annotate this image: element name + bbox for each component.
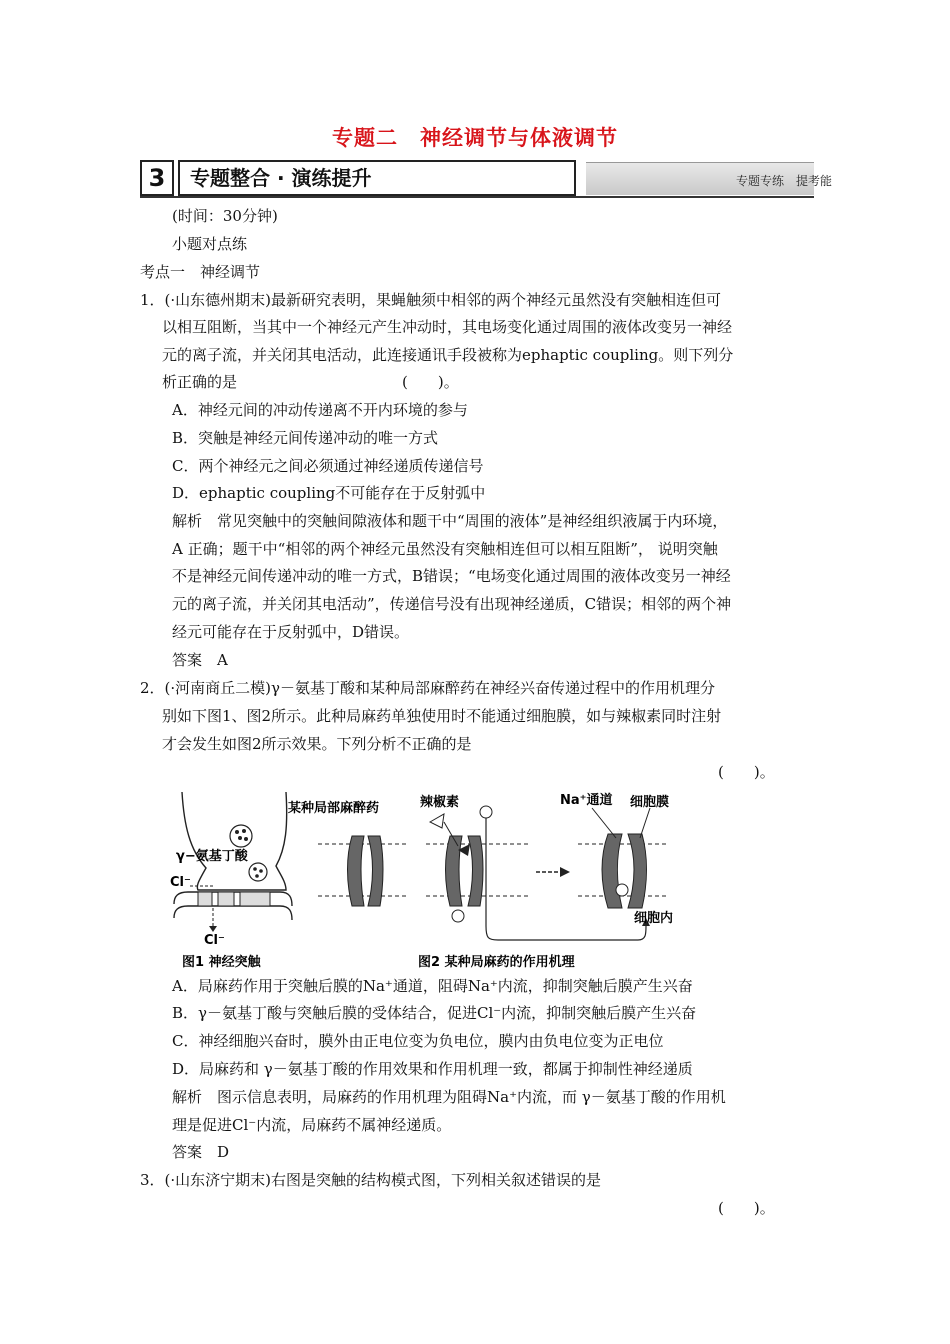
q1-option-c: C．两个神经元之间必须通过神经递质传递信号 <box>172 457 484 475</box>
q1-option-a: A．神经元间的冲动传递离不开内环境的参与 <box>172 401 468 419</box>
q2-option-b: B．γ－氨基丁酸与突触后膜的受体结合，促进Cl⁻内流，抑制突触后膜产生兴奋 <box>172 1004 697 1022</box>
fig2-mechanism <box>288 792 673 970</box>
fig2-capsaicin-label: 辣椒素 <box>420 795 460 810</box>
banner-main-label: 专题整合 · 演练提升 <box>178 160 576 196</box>
q3-answer-bracket: ( )。 <box>718 1199 775 1217</box>
fig2-anesthetic-label: 某种局部麻醉药 <box>288 801 380 816</box>
q1-analysis-line: 经元可能存在于反射弧中，D错误。 <box>172 623 410 641</box>
section-label: 小题对点练 <box>172 235 248 253</box>
fig2-caption: 图2 某种局麻药的作用机理 <box>418 955 575 970</box>
q1-analysis-line: 不是神经元间传递冲动的唯一方式，B错误；“电场变化通过周围的液体改变另一神经 <box>172 567 731 585</box>
q2-analysis-line: 理是促进Cl⁻内流，局麻药不属神经递质。 <box>172 1116 452 1134</box>
fig1-gaba-label: γ−氨基丁酸 <box>176 849 248 864</box>
q1-line: 析正确的是 ( )。 <box>162 373 459 391</box>
banner-rule <box>140 196 814 198</box>
banner-side-label: 专题专练 提考能 <box>736 174 833 188</box>
time-limit: (时间：30分钟) <box>172 207 278 225</box>
q1-option-d: D．ephaptic coupling不可能存在于反射弧中 <box>172 484 486 502</box>
banner-side-bar <box>586 162 833 195</box>
q1-line: 1．(·山东德州期末)最新研究表明，果蝇触须中相邻的两个神经元虽然没有突触相连但可 <box>140 291 722 309</box>
q2-answer: 答案 D <box>172 1143 230 1161</box>
q2-option-c: C．神经细胞兴奋时，膜外由正电位变为负电位，膜内由负电位变为正电位 <box>172 1032 664 1050</box>
q2-option-d: D．局麻药和 γ－氨基丁酸的作用效果和作用机理一致，都属于抑制性神经递质 <box>172 1060 693 1078</box>
q1-line: 以相互阻断，当其中一个神经元产生冲动时，其电场变化通过周围的液体改变另一神经 <box>162 318 733 336</box>
fig1-cl-bottom-label: Cl⁻ <box>204 933 225 948</box>
q3-line: 3．(·山东济宁期末)右图是突触的结构模式图，下列相关叙述错误的是 <box>140 1171 602 1189</box>
banner-number: 3 <box>140 160 174 196</box>
fig2-membrane-label: 细胞膜 <box>630 795 670 810</box>
fig1-synapse <box>170 792 292 970</box>
q1-line: 元的离子流，并关闭其电活动，此连接通讯手段被称为ephaptic coupling。则下列分 <box>162 346 734 364</box>
q2-line: 别如下图1、图2所示。此种局麻药单独使用时不能通过细胞膜，如与辣椒素同时注射 <box>162 707 722 725</box>
q1-analysis-line: 解析 常见突触中的突触间隙液体和题干中“周围的液体”是神经组织液属于内环境， <box>172 512 728 530</box>
fig1-caption: 图1 神经突触 <box>182 955 261 970</box>
q2-analysis-line: 解析 图示信息表明，局麻药的作用机理为阻碍Na⁺内流，而 γ－氨基丁酸的作用机 <box>172 1088 726 1106</box>
q1-analysis-line: A 正确；题干中“相邻的两个神经元虽然没有突触相连但可以相互阻断”， 说明突触 <box>172 540 718 558</box>
fig1-cl-top-label: Cl⁻ <box>170 875 191 890</box>
q1-option-b: B．突触是神经元间传递冲动的唯一方式 <box>172 429 439 447</box>
topic-heading: 考点一 神经调节 <box>140 263 261 281</box>
q1-answer: 答案 A <box>172 651 228 669</box>
fig2-inside-label: 细胞内 <box>634 911 674 926</box>
q2-answer-bracket: ( )。 <box>718 763 775 781</box>
q1-analysis-line: 元的离子流，并关闭其电活动”，传递信号没有出现神经递质，C错误；相邻的两个神 <box>172 595 732 613</box>
q2-line: 才会发生如图2所示效果。下列分析不正确的是 <box>162 735 472 753</box>
fig2-na-channel-label: Na⁺通道 <box>560 793 613 808</box>
q2-option-a: A．局麻药作用于突触后膜的Na⁺通道，阻碍Na⁺内流，抑制突触后膜产生兴奋 <box>172 977 693 995</box>
section-banner <box>140 160 833 198</box>
q2-figure <box>168 786 688 972</box>
q2-line: 2．(·河南商丘二模)γ－氨基丁酸和某种局部麻醉药在神经兴奋传递过程中的作用机理分 <box>140 679 715 697</box>
page-title: 专题二 神经调节与体液调节 <box>332 126 618 150</box>
